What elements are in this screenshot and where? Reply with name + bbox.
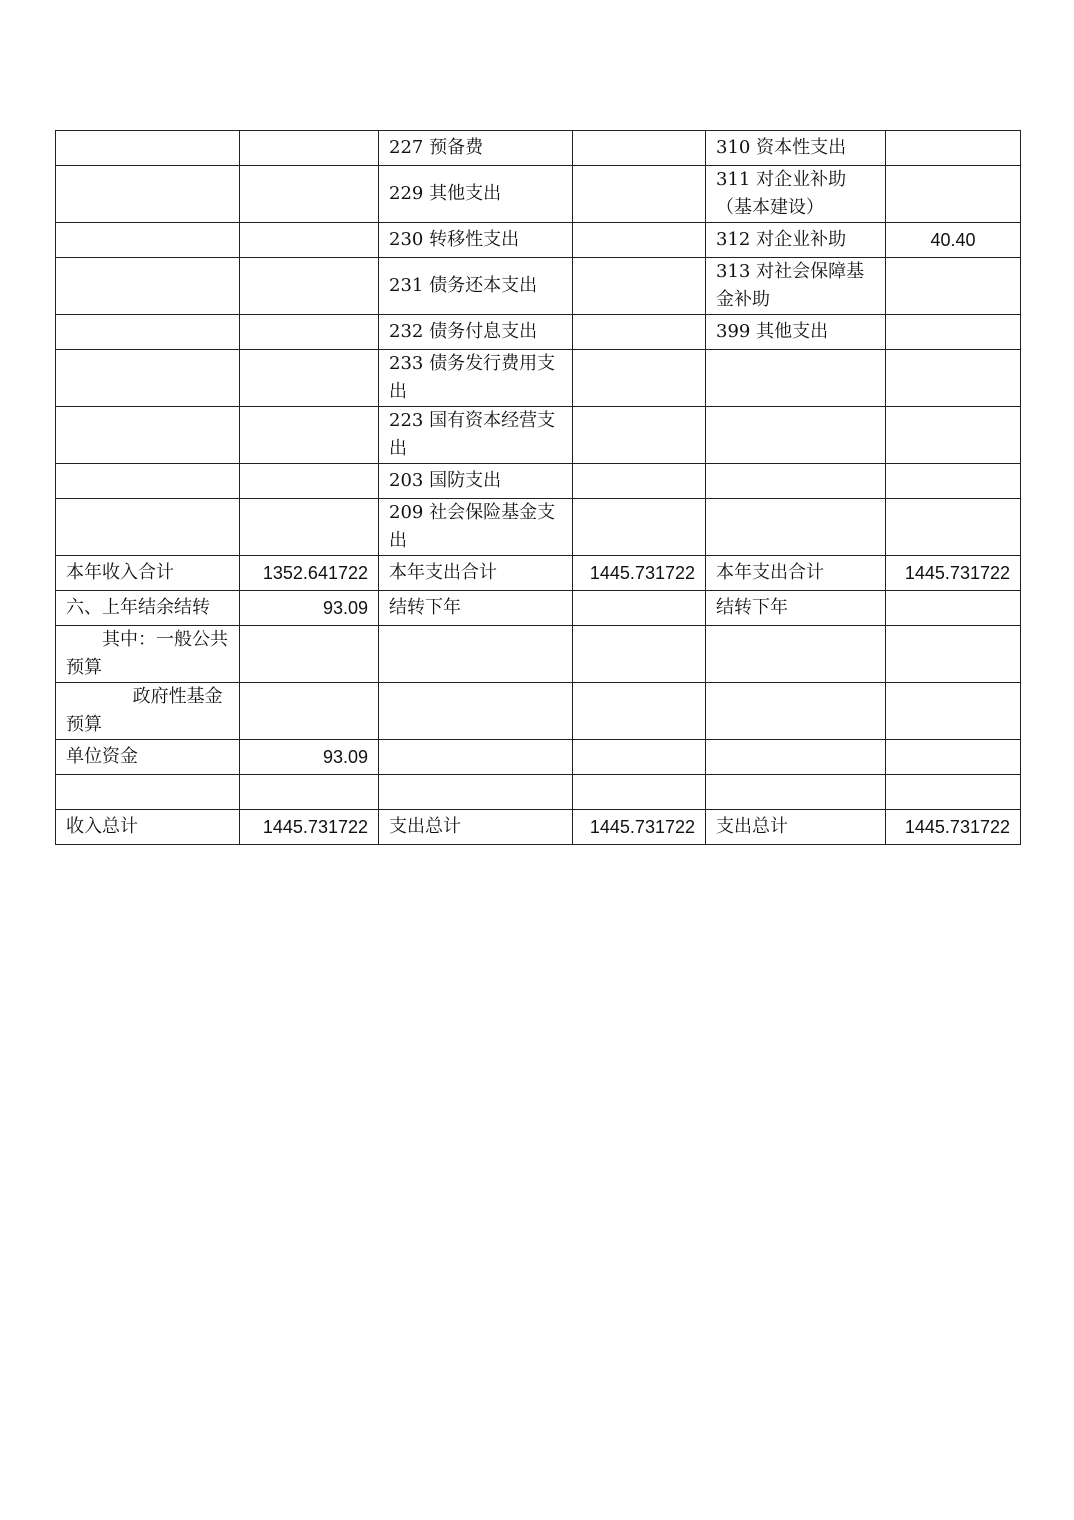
economic-expense-item-cell: 311 对企业补助（基本建设） [706,166,886,223]
income-item-cell: 六、上年结余结转 [56,591,240,626]
income-amount-cell: 93.09 [240,591,379,626]
function-expense-amount-cell [573,464,706,499]
income-amount-cell [240,499,379,556]
income-amount-cell [240,166,379,223]
economic-expense-item-cell: 结转下年 [706,591,886,626]
economic-expense-item-cell: 本年支出合计 [706,556,886,591]
function-expense-item-cell: 232 债务付息支出 [379,315,573,350]
function-expense-item-cell: 209 社会保险基金支出 [379,499,573,556]
table-row-carryover [56,591,1021,626]
income-amount-cell: 1445.731722 [240,810,379,845]
table-row [56,350,1021,407]
function-expense-item-cell [379,626,573,683]
function-expense-amount-cell: 1445.731722 [573,556,706,591]
economic-expense-item-cell: 313 对社会保障基金补助 [706,258,886,315]
function-expense-item-cell: 229 其他支出 [379,166,573,223]
economic-expense-amount-cell [886,350,1021,407]
function-expense-item-cell: 支出总计 [379,810,573,845]
economic-expense-amount-cell [886,740,1021,775]
table-row [56,740,1021,775]
income-item-cell: 政府性基金预算 [56,683,240,740]
economic-expense-amount-cell [886,258,1021,315]
function-expense-amount-cell [573,166,706,223]
economic-expense-item-cell [706,683,886,740]
economic-expense-item-cell [706,626,886,683]
income-amount-cell [240,223,379,258]
function-expense-amount-cell [573,499,706,556]
table-row [56,258,1021,315]
function-expense-amount-cell [573,626,706,683]
income-amount-cell [240,775,379,810]
table-row [56,775,1021,810]
economic-expense-amount-cell [886,464,1021,499]
function-expense-item-cell: 227 预备费 [379,131,573,166]
economic-expense-amount-cell: 40.40 [886,223,1021,258]
function-expense-amount-cell: 1445.731722 [573,810,706,845]
economic-expense-amount-cell: 1445.731722 [886,810,1021,845]
table-row [56,223,1021,258]
economic-expense-amount-cell [886,499,1021,556]
economic-expense-item-cell [706,775,886,810]
table-row [56,315,1021,350]
table-row [56,131,1021,166]
income-item-cell [56,223,240,258]
income-item-cell: 本年收入合计 [56,556,240,591]
income-item-cell: 收入总计 [56,810,240,845]
income-amount-cell: 1352.641722 [240,556,379,591]
economic-expense-amount-cell [886,591,1021,626]
income-amount-cell [240,407,379,464]
economic-expense-amount-cell [886,775,1021,810]
function-expense-item-cell [379,775,573,810]
economic-expense-amount-cell: 1445.731722 [886,556,1021,591]
economic-expense-item-cell [706,499,886,556]
income-item-cell [56,315,240,350]
function-expense-item-cell: 233 债务发行费用支出 [379,350,573,407]
income-item-cell: 其中：一般公共预算 [56,626,240,683]
economic-expense-amount-cell [886,131,1021,166]
function-expense-item-cell: 231 债务还本支出 [379,258,573,315]
economic-expense-amount-cell [886,166,1021,223]
economic-expense-item-cell [706,407,886,464]
economic-expense-item-cell [706,740,886,775]
economic-expense-item-cell: 310 资本性支出 [706,131,886,166]
table-row [56,626,1021,683]
income-amount-cell [240,258,379,315]
table-row [56,499,1021,556]
table-row [56,464,1021,499]
economic-expense-item-cell: 支出总计 [706,810,886,845]
function-expense-amount-cell [573,775,706,810]
income-item-cell [56,499,240,556]
income-item-cell [56,350,240,407]
economic-expense-amount-cell [886,626,1021,683]
economic-expense-item-cell [706,464,886,499]
function-expense-item-cell: 223 国有资本经营支出 [379,407,573,464]
function-expense-item-cell [379,740,573,775]
function-expense-amount-cell [573,315,706,350]
economic-expense-item-cell: 312 对企业补助 [706,223,886,258]
income-amount-cell [240,683,379,740]
income-item-cell: 单位资金 [56,740,240,775]
function-expense-item-cell: 结转下年 [379,591,573,626]
economic-expense-item-cell: 399 其他支出 [706,315,886,350]
budget-table [55,130,1021,845]
economic-expense-amount-cell [886,683,1021,740]
function-expense-item-cell: 本年支出合计 [379,556,573,591]
function-expense-amount-cell [573,258,706,315]
function-expense-amount-cell [573,407,706,464]
function-expense-amount-cell [573,591,706,626]
function-expense-amount-cell [573,350,706,407]
income-amount-cell [240,626,379,683]
income-amount-cell [240,131,379,166]
function-expense-amount-cell [573,131,706,166]
income-item-cell [56,258,240,315]
income-amount-cell: 93.09 [240,740,379,775]
table-row [56,166,1021,223]
income-amount-cell [240,464,379,499]
income-item-cell [56,131,240,166]
economic-expense-amount-cell [886,315,1021,350]
income-item-cell [56,407,240,464]
table-row-year-total [56,556,1021,591]
economic-expense-amount-cell [886,407,1021,464]
income-amount-cell [240,315,379,350]
function-expense-amount-cell [573,740,706,775]
function-expense-amount-cell [573,223,706,258]
income-item-cell [56,775,240,810]
income-item-cell [56,166,240,223]
table-row-grand-total [56,810,1021,845]
income-amount-cell [240,350,379,407]
function-expense-item-cell [379,683,573,740]
function-expense-item-cell: 230 转移性支出 [379,223,573,258]
income-item-cell [56,464,240,499]
function-expense-item-cell: 203 国防支出 [379,464,573,499]
table-row [56,683,1021,740]
function-expense-amount-cell [573,683,706,740]
table-row [56,407,1021,464]
economic-expense-item-cell [706,350,886,407]
